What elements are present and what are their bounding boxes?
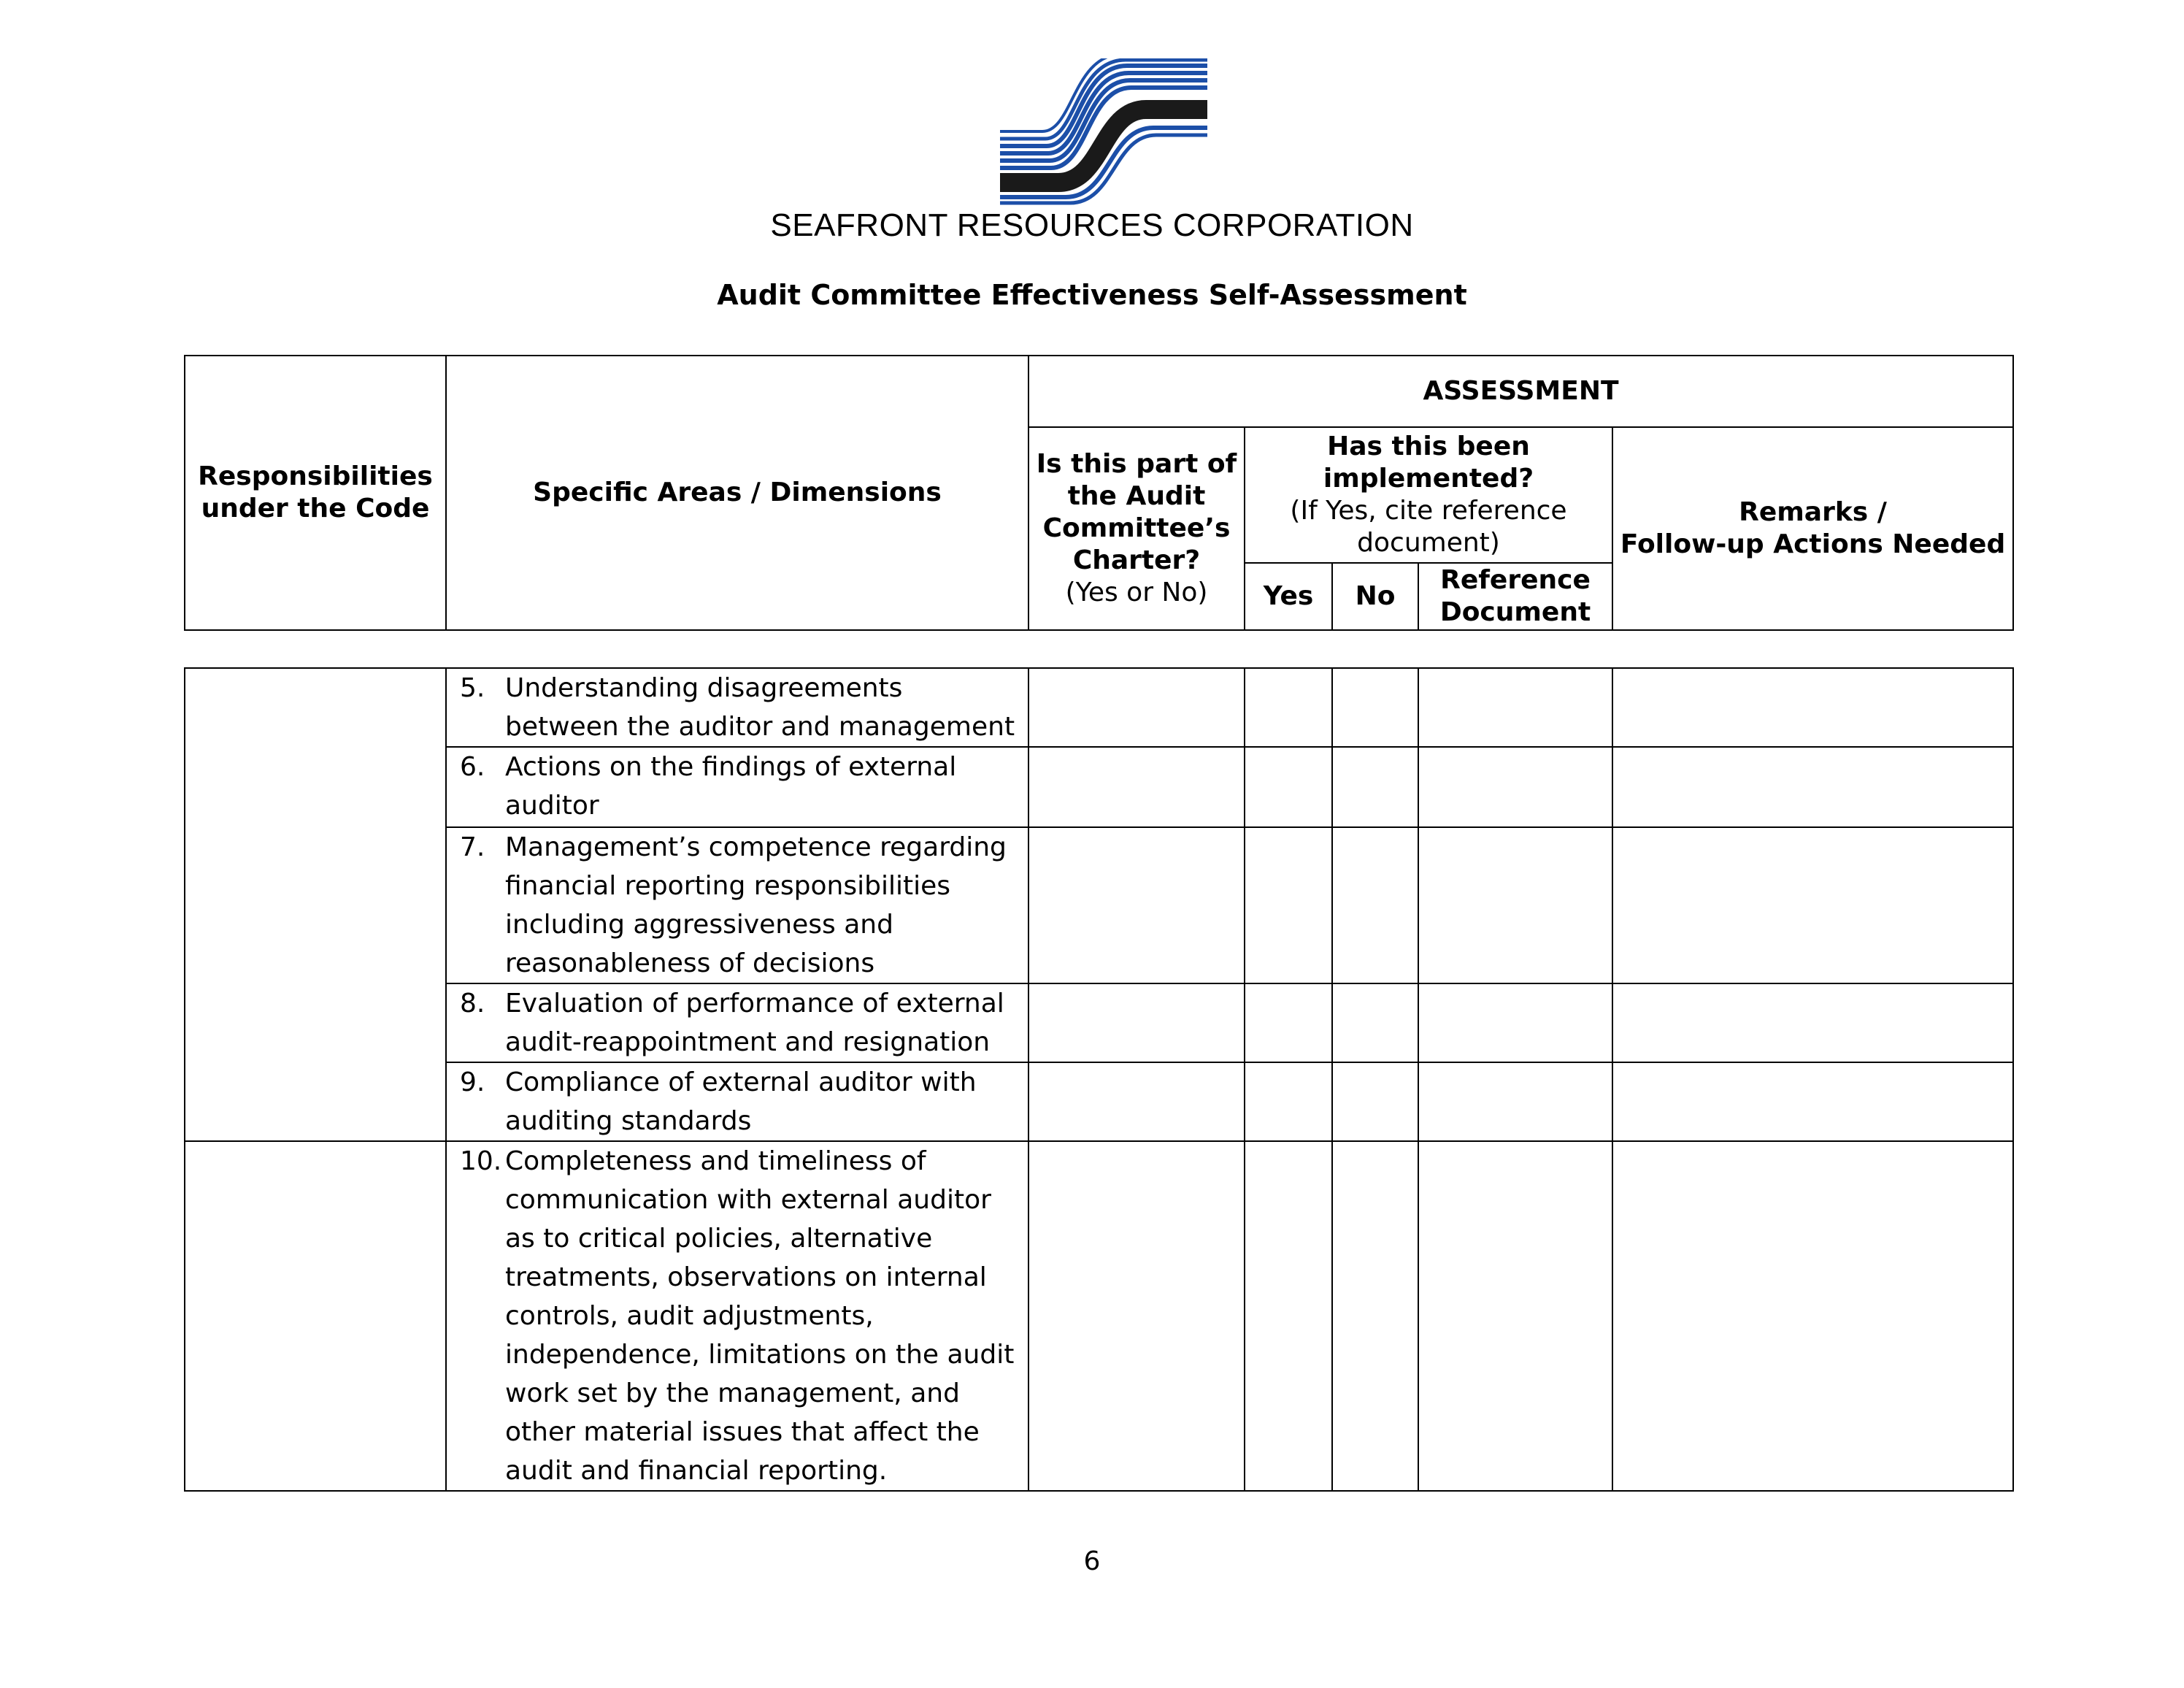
charter-cell[interactable]: [1028, 827, 1245, 983]
remarks-cell[interactable]: [1612, 1141, 2013, 1491]
col-header-assessment: ASSESSMENT: [1028, 356, 2013, 427]
no-cell[interactable]: [1332, 747, 1418, 827]
charter-sub: (Yes or No): [1065, 578, 1208, 607]
charter-cell[interactable]: [1028, 1141, 1245, 1491]
reference-cell[interactable]: [1418, 983, 1612, 1062]
area-cell: [446, 747, 1028, 827]
item-number: 9.: [460, 1067, 485, 1097]
remarks-cell[interactable]: [1612, 827, 2013, 983]
col-header-responsibilities: Responsibilities under the Code: [185, 356, 446, 630]
no-cell[interactable]: [1332, 668, 1418, 747]
no-cell[interactable]: [1332, 983, 1418, 1062]
item-number: 6.: [460, 752, 485, 782]
col-header-yes: Yes: [1245, 563, 1332, 630]
col-header-areas: Specific Areas / Dimensions: [446, 356, 1028, 630]
item-text: Compliance of external auditor with auditing standards: [505, 1067, 977, 1136]
col-header-no: No: [1332, 563, 1418, 630]
assessment-body-table: [184, 667, 2014, 1492]
yes-cell[interactable]: [1245, 827, 1332, 983]
table-row: [185, 668, 2013, 747]
item-text: Management’s competence regarding financial reporting responsibilities including aggressiveness and reasonableness of decisions: [505, 832, 1007, 978]
document-title: Audit Committee Effectiveness Self-Assessment: [717, 279, 1467, 311]
reference-cell[interactable]: [1418, 1141, 1612, 1491]
remarks-cell[interactable]: [1612, 668, 2013, 747]
table-row: [185, 747, 2013, 827]
item-number: 7.: [460, 832, 485, 862]
col-header-implemented: [1245, 427, 1612, 563]
charter-cell[interactable]: [1028, 1062, 1245, 1141]
item-text: Completeness and timeliness of communication with external auditor as to critical policies, alternative treatments, observations on internal controls, audit adjustments, independence, limitations on the audit work set by the management, and other material issues that affect the audit and financial reporting.: [505, 1146, 1015, 1486]
area-cell: [446, 1062, 1028, 1141]
charter-cell[interactable]: [1028, 747, 1245, 827]
responsibility-cell: [185, 1141, 446, 1491]
company-logo: [1000, 58, 1207, 206]
responsibility-cell: [185, 668, 446, 1141]
col-header-reference: Reference Document: [1418, 563, 1612, 630]
charter-cell[interactable]: [1028, 983, 1245, 1062]
no-cell[interactable]: [1332, 1141, 1418, 1491]
item-number: 10.: [460, 1146, 502, 1176]
item-text: Understanding disagreements between the auditor and management: [505, 673, 1015, 742]
yes-cell[interactable]: [1245, 747, 1332, 827]
remarks-line-1: Remarks /: [1739, 497, 1887, 527]
yes-cell[interactable]: [1245, 1062, 1332, 1141]
reference-cell[interactable]: [1418, 827, 1612, 983]
table-row: [185, 827, 2013, 983]
reference-cell[interactable]: [1418, 747, 1612, 827]
remarks-line-2: Follow-up Actions Needed: [1620, 529, 2006, 559]
charter-question: Is this part of the Audit Committee’s Charter?: [1036, 449, 1237, 575]
table-row: [185, 983, 2013, 1062]
area-cell: [446, 668, 1028, 747]
remarks-cell[interactable]: [1612, 983, 2013, 1062]
remarks-cell[interactable]: [1612, 1062, 2013, 1141]
page-number: 6: [1083, 1546, 1101, 1576]
reference-cell[interactable]: [1418, 1062, 1612, 1141]
col-header-charter: [1028, 427, 1245, 630]
item-text: Evaluation of performance of external audit-reappointment and resignation: [505, 989, 1004, 1057]
implemented-sub: (If Yes, cite reference document): [1290, 496, 1567, 558]
implemented-question: Has this been implemented?: [1323, 431, 1534, 494]
yes-cell[interactable]: [1245, 1141, 1332, 1491]
yes-cell[interactable]: [1245, 668, 1332, 747]
company-name: SEAFRONT RESOURCES CORPORATION: [770, 207, 1414, 243]
area-cell: [446, 983, 1028, 1062]
yes-cell[interactable]: [1245, 983, 1332, 1062]
remarks-cell[interactable]: [1612, 747, 2013, 827]
area-cell: [446, 827, 1028, 983]
no-cell[interactable]: [1332, 827, 1418, 983]
no-cell[interactable]: [1332, 1062, 1418, 1141]
col-header-remarks: [1612, 427, 2013, 630]
assessment-header-table: [184, 355, 2014, 631]
item-text: Actions on the findings of external auditor: [505, 752, 957, 821]
reference-cell[interactable]: [1418, 668, 1612, 747]
table-row: [185, 1141, 2013, 1491]
charter-cell[interactable]: [1028, 668, 1245, 747]
item-number: 8.: [460, 989, 485, 1018]
area-cell: [446, 1141, 1028, 1491]
table-row: [185, 1062, 2013, 1141]
item-number: 5.: [460, 673, 485, 703]
